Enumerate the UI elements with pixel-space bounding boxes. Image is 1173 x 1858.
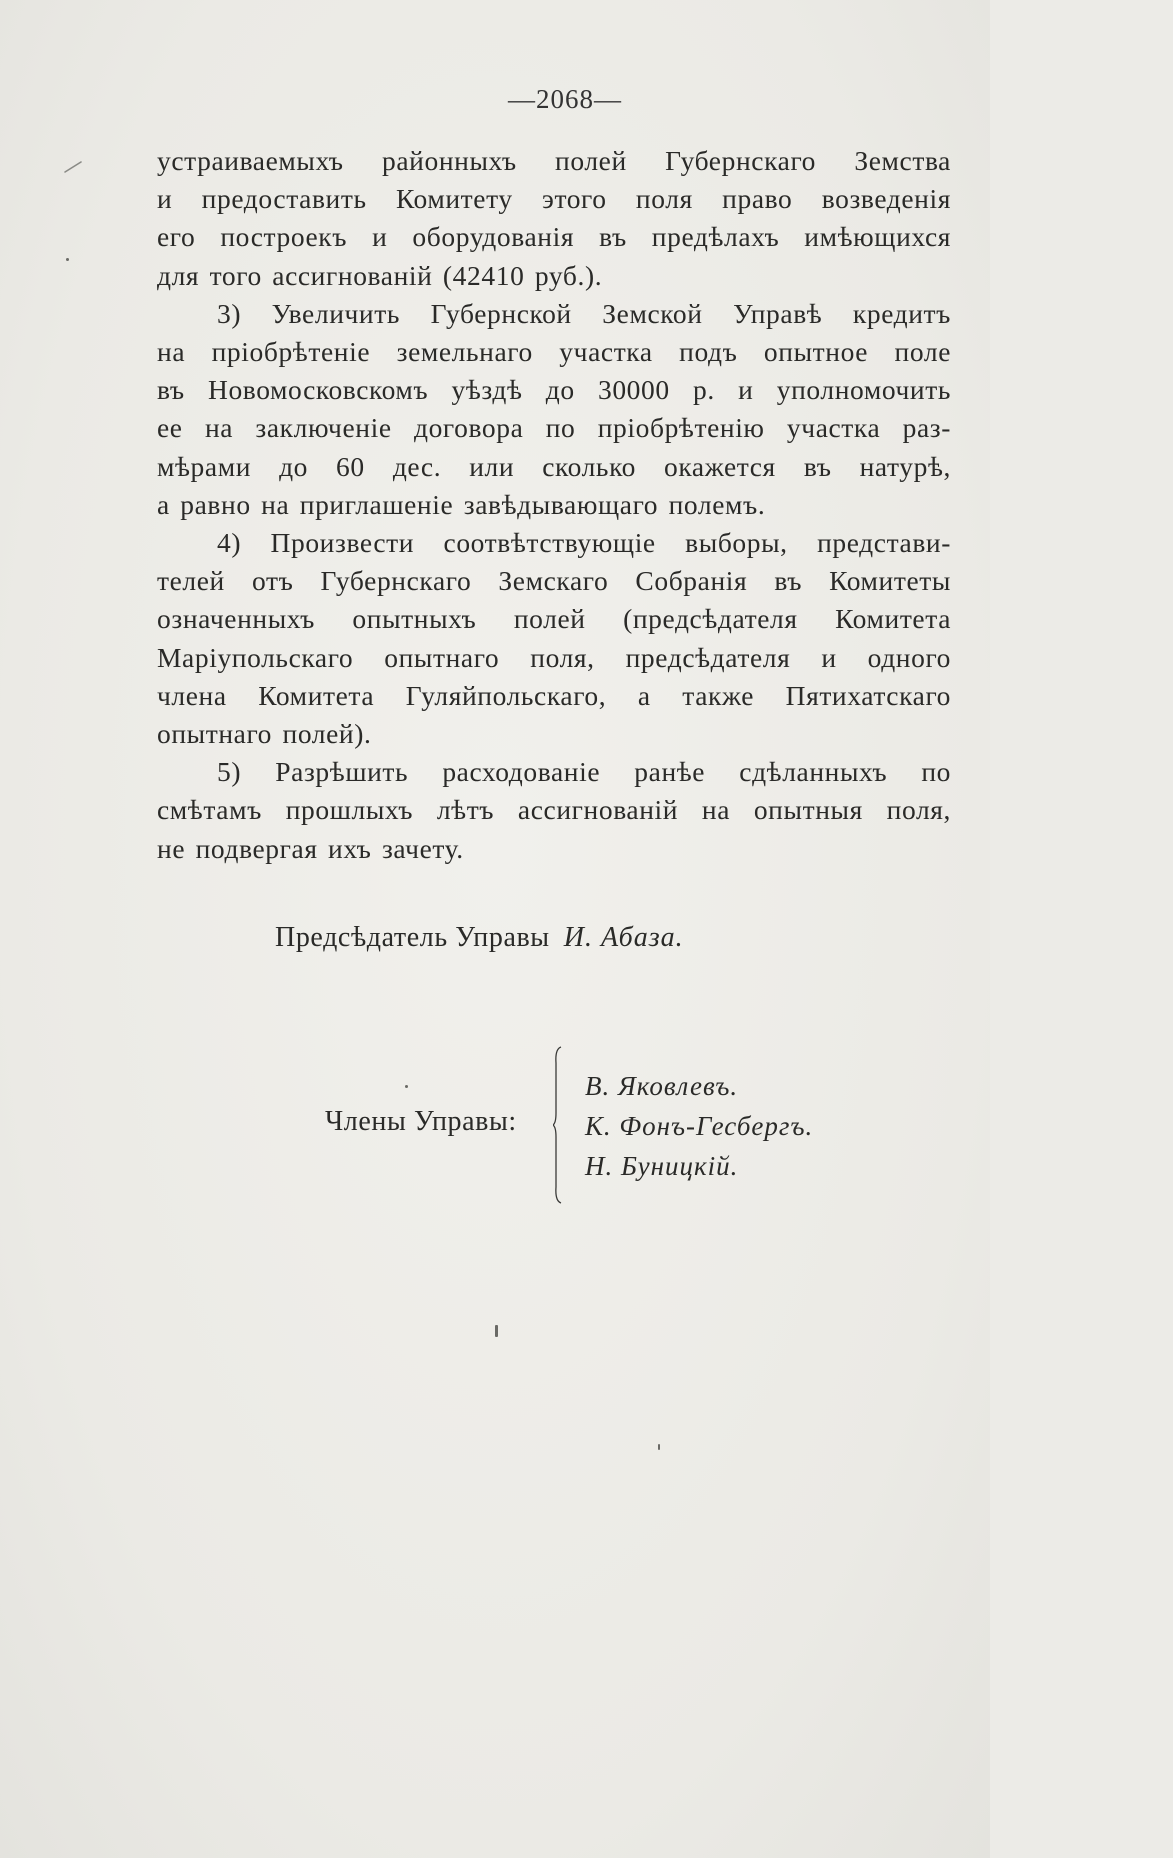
text-line: не подвергая ихъ зачету.: [157, 832, 464, 864]
text-line: для того ассигнованій (42410 руб.).: [157, 259, 603, 291]
text-line: Маріупольскаго опытнаго поля, предсѣдателя и одного: [157, 641, 951, 673]
paragraph-item-5: [157, 753, 951, 868]
member-names: [585, 1066, 813, 1186]
margin-pencil-mark: [63, 160, 83, 174]
chairman-title: Предсѣдатель Управы: [275, 922, 550, 953]
chairman-name: И. Абаза.: [563, 922, 684, 953]
text-line: 3) Увеличить Губернской Земской Управѣ кредитъ: [217, 297, 951, 329]
text-line: устраиваемыхъ районныхъ полей Губернскаго Земства: [157, 145, 951, 176]
paper-speck: [405, 1085, 408, 1088]
member-name: В. Яковлевъ.: [585, 1071, 739, 1101]
text-line: а равно на приглашеніе завѣдывающаго полемъ.: [157, 488, 766, 520]
text-line: на пріобрѣтеніе земельнаго участка подъ опытное поле: [157, 336, 951, 368]
paper-speck: [66, 258, 69, 261]
text-line: телей отъ Губернскаго Земскаго Собранія въ Комитеты: [157, 565, 951, 597]
page-number: —2068—: [508, 84, 622, 114]
member-name: К. Фонъ-Гесбергъ.: [585, 1111, 814, 1141]
paper-speck: [658, 1444, 660, 1450]
text-line: смѣтамъ прошлыхъ лѣтъ ассигнованій на опытныя поля,: [157, 794, 951, 826]
text-line: члена Комитета Гуляйпольскаго, а также Пятихатскаго: [157, 679, 951, 711]
text-line: его построекъ и оборудованія въ предѣлахъ имѣющихся: [157, 221, 951, 253]
paragraph-item-4: [157, 524, 951, 753]
text-line: въ Новомосковскомъ уѣздѣ до 30000 р. и уполномочить: [157, 374, 951, 406]
paragraph-item-3: [157, 295, 951, 524]
member-name: Н. Буницкій.: [585, 1151, 739, 1181]
paper-speck: [495, 1325, 498, 1337]
body-text: [157, 142, 951, 868]
text-line: 4) Произвести соотвѣтствующіе выборы, представи-: [217, 527, 951, 559]
text-line: 5) Разрѣшить расходованіе ранѣе сдѣланныхъ по: [217, 756, 951, 788]
text-line: ее на заключеніе договора по пріобрѣтенію участка раз-: [157, 412, 951, 444]
paragraph-continuation: [157, 142, 951, 295]
text-line: и предоставить Комитету этого поля право возведенія: [157, 183, 951, 215]
curly-brace: [553, 1045, 563, 1205]
chairman-signature-line: [275, 922, 684, 954]
text-line: означенныхъ опытныхъ полей (предсѣдателя Комитета: [157, 603, 951, 635]
members-label: Члены Управы:: [325, 1106, 517, 1137]
text-line: опытнаго полей).: [157, 718, 372, 750]
text-line: мѣрами до 60 дес. или сколько окажется въ натурѣ,: [157, 450, 951, 482]
